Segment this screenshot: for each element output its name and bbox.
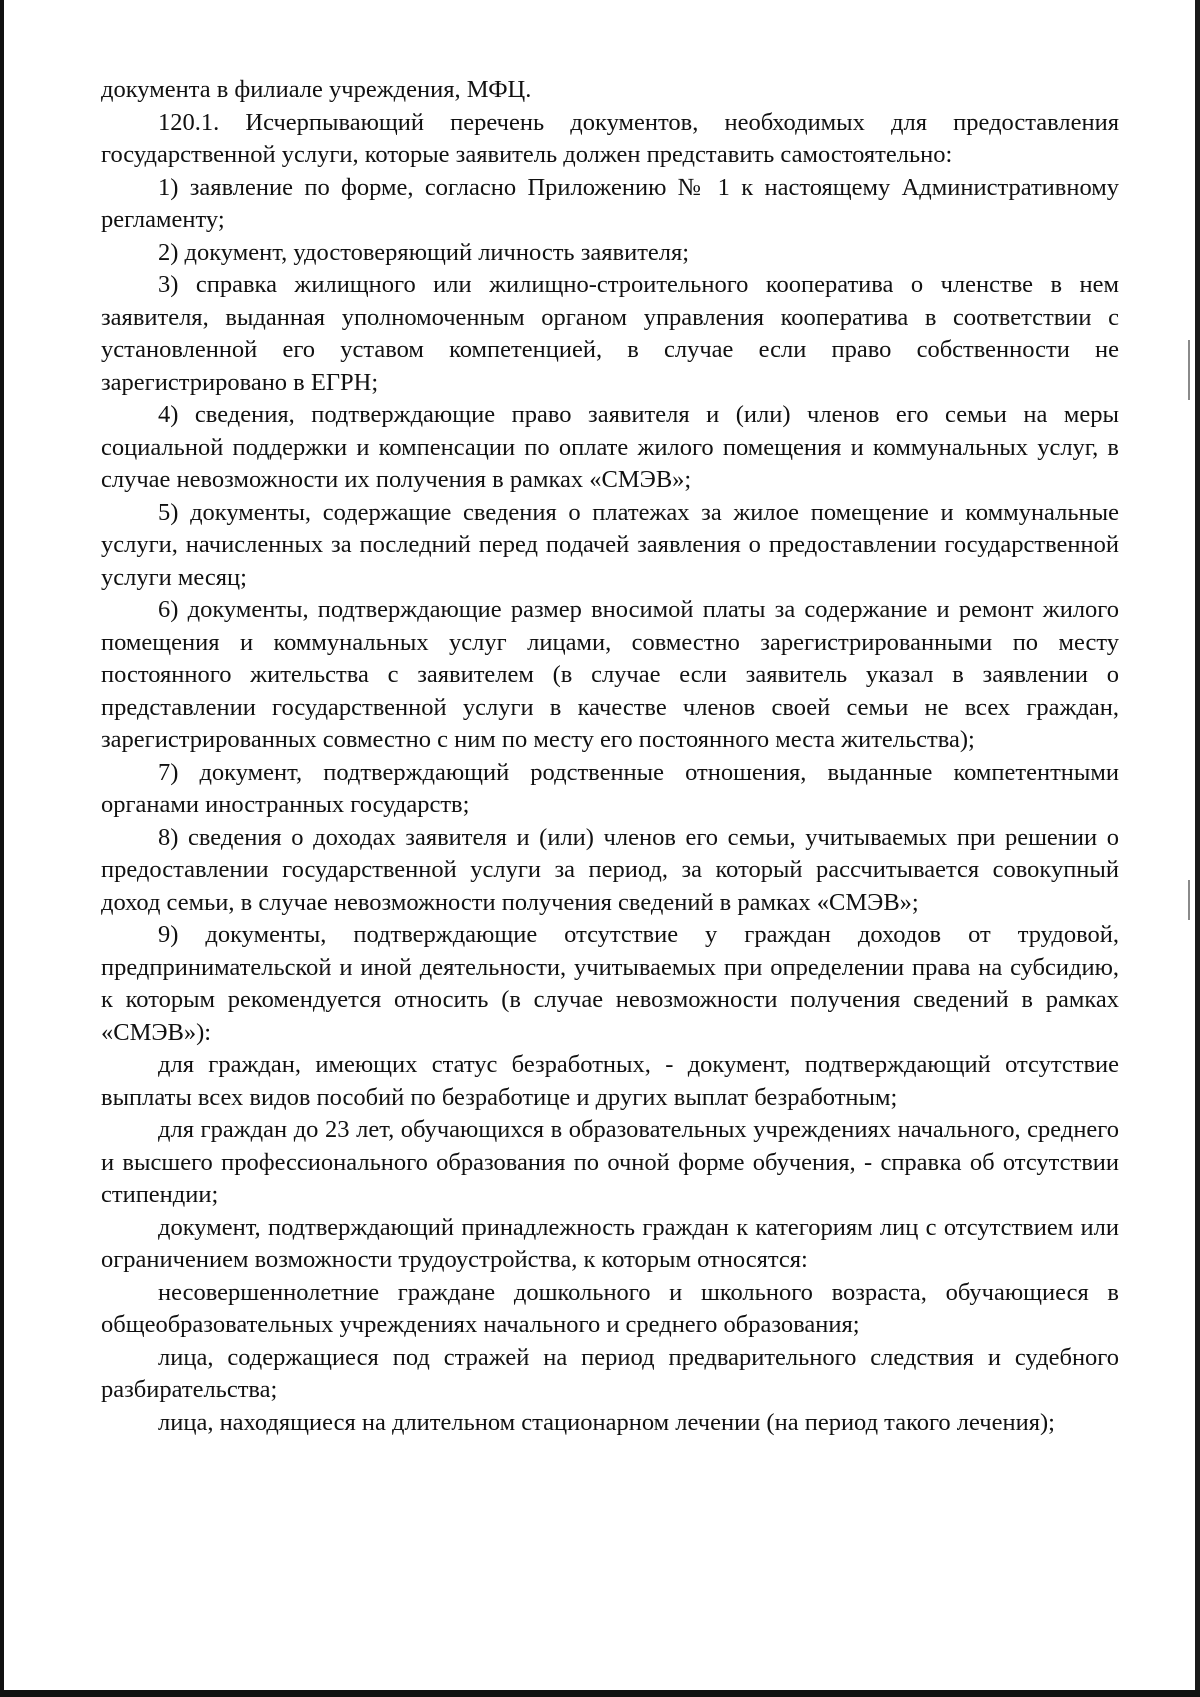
paragraph-continuation: документа в филиале учреждения, МФЦ. (101, 76, 532, 103)
scan-artifact (1188, 340, 1190, 400)
document-body (101, 74, 1119, 1439)
list-item-4: 4) сведения, подтверждающие право заявителя и (или) членов его семьи на меры социальной поддержки и компенсации по оплате жилого помещения и коммунальных услуг, в случае невозможности их получения в рамках «СМЭВ»; (101, 401, 1119, 493)
scan-artifact (1188, 880, 1190, 920)
list-item-7: 7) документ, подтверждающий родственные отношения, выданные компетентными органами иностранных государств; (101, 758, 1119, 818)
list-item-5: 5) документы, содержащие сведения о платежах за жилое помещение и коммунальные услуги, начисленных за последний перед подачей заявления о предоставлении государственной услуги месяц; (101, 498, 1119, 591)
scan-edge-bottom (0, 1690, 1200, 1697)
sub-item-employment-limits: документ, подтверждающий принадлежность граждан к категориям лиц с отсутствием или ограничением возможности трудоустройства, к которым относятся: (101, 1213, 1119, 1273)
list-item-6: 6) документы, подтверждающие размер вносимой платы за содержание и ремонт жилого помещения и коммунальных услуг лицами, совместно зарегистрированными по месту постоянного жительства с заявителем (в случае если заявитель указал в заявлении о представлении государственной услуги в качестве членов своей семьи не всех граждан, зарегистрированных совместно с ним по месту его постоянного места жительства); (101, 596, 1119, 753)
paragraph-section-120-1: 120.1. Исчерпывающий перечень документов, необходимых для предоставления государственной услуги, которые заявитель должен представить самостоятельно: (101, 108, 1119, 168)
sub-item-unemployed: для граждан, имеющих статус безработных, - документ, подтверждающий отсутствие выплаты всех видов пособий по безработице и других выплат безработным; (101, 1051, 1119, 1111)
list-item-9: 9) документы, подтверждающие отсутствие у граждан доходов от трудовой, предпринимательской и иной деятельности, учитываемых при определении права на субсидию, к которым рекомендуется относить (в случае невозможности получения сведений в рамках «СМЭВ»): (101, 921, 1119, 1046)
sub-item-hospitalized: лица, находящиеся на длительном стационарном лечении (на период такого лечения); (158, 1408, 1055, 1436)
list-item-3: 3) справка жилищного или жилищно-строительного кооператива о членстве в нем заявителя, выданная уполномоченным органом управления кооператива в соответствии с установленной его уставом компетенцией, в случае если право собственности не зарегистрировано в ЕГРН; (101, 271, 1119, 396)
scan-edge-left (0, 0, 4, 1697)
scan-edge-right (1195, 0, 1200, 1697)
sub-item-minors: несовершеннолетние граждане дошкольного и школьного возраста, обучающиеся в общеобразовательных учреждениях начального и среднего образования; (101, 1278, 1119, 1338)
list-item-1: 1) заявление по форме, согласно Приложению № 1 к настоящему Административному регламенту; (101, 173, 1119, 233)
list-item-2: 2) документ, удостоверяющий личность заявителя; (158, 238, 690, 266)
sub-item-detained: лица, содержащиеся под стражей на период предварительного следствия и судебного разбирательства; (101, 1343, 1119, 1403)
sub-item-students: для граждан до 23 лет, обучающихся в образовательных учреждениях начального, среднего и высшего профессионального образования по очной форме обучения, - справка об отсутствии стипендии; (101, 1116, 1119, 1208)
list-item-8: 8) сведения о доходах заявителя и (или) членов его семьи, учитываемых при решении о предоставлении государственной услуги за период, за который рассчитывается совокупный доход семьи, в случае невозможности получения сведений в рамках «СМЭВ»; (101, 823, 1119, 916)
